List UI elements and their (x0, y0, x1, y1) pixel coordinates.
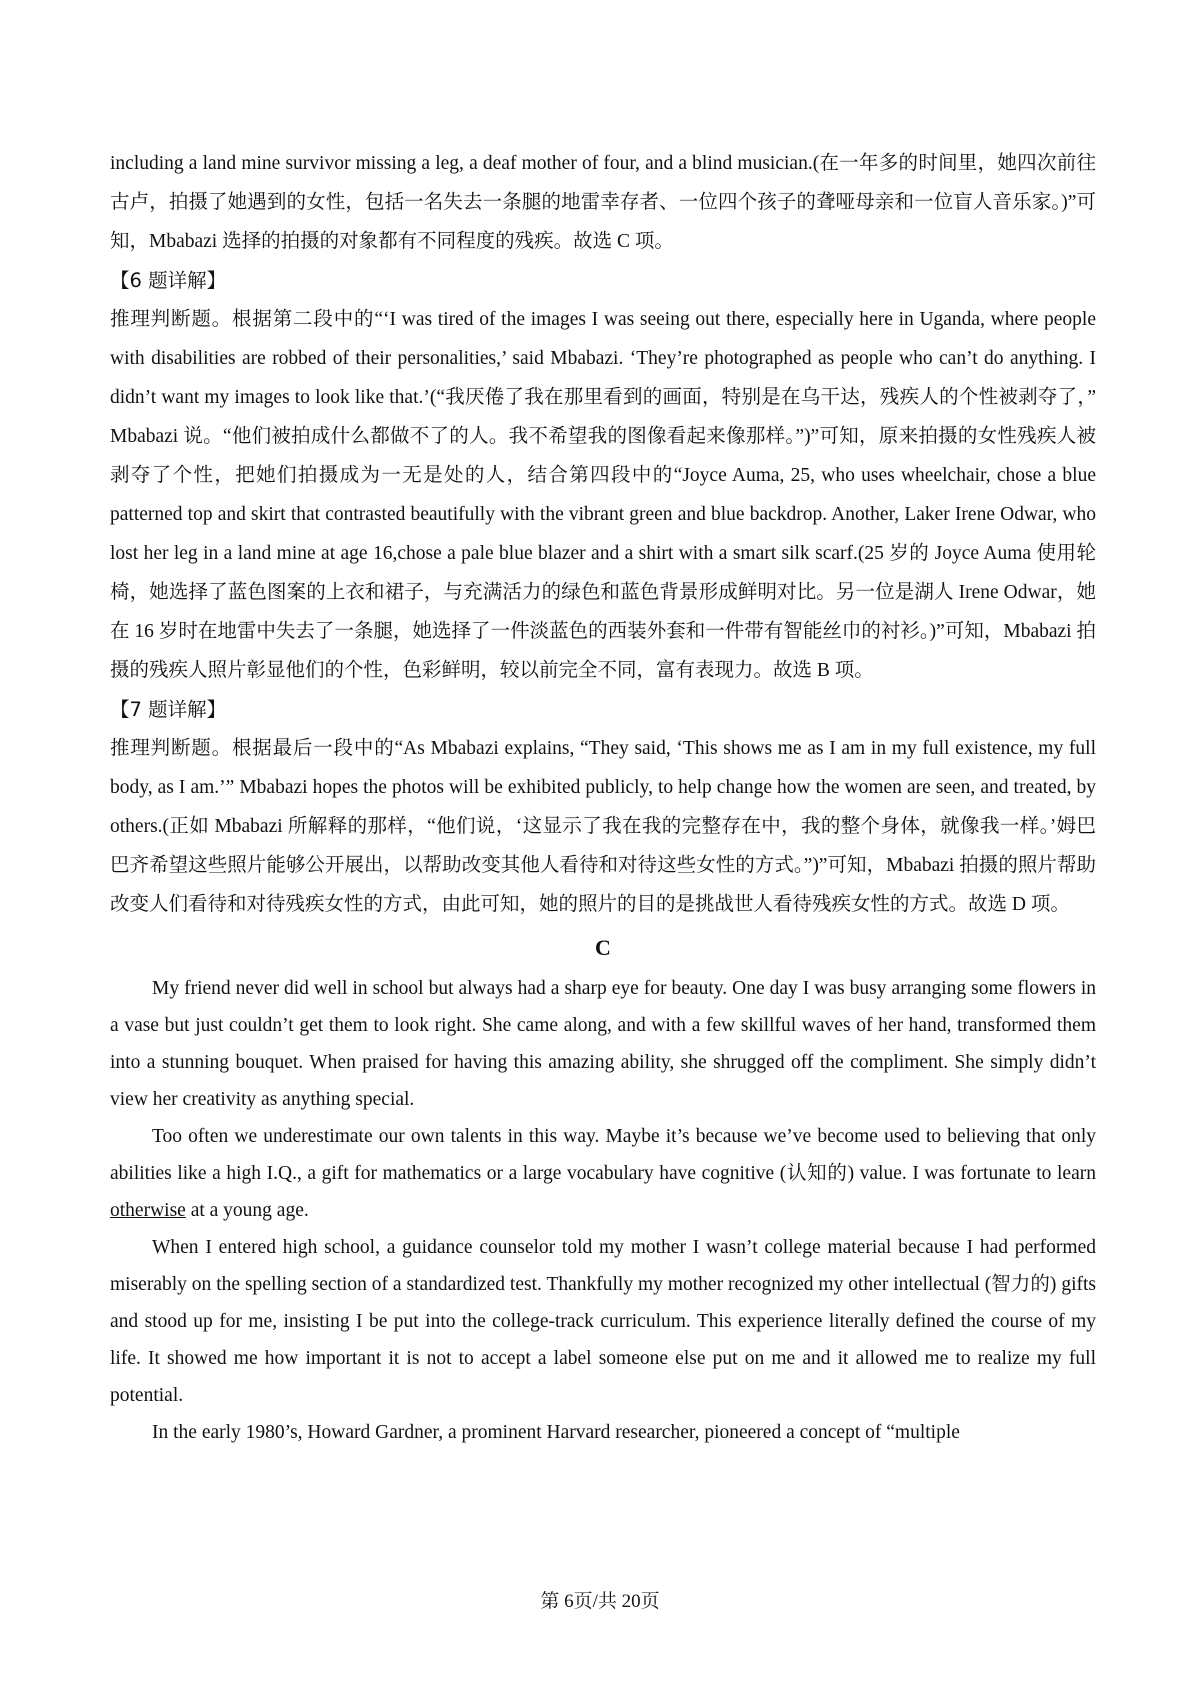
passage-c-p2-text-after: at a young age. (185, 1200, 309, 1221)
underlined-word-otherwise: otherwise (110, 1200, 186, 1221)
passage-c-paragraph-1: My friend never did well in school but always had a sharp eye for beauty. One day I was busy arranging some flowers in a vase but just couldn’t get them to look right. She came along, and with a few skillful waves of her hand, transformed them into a stunning bouquet. When praised for having this amazing ability, she shrugged off the compliment. She simply didn’t view her creativity as anything special. (110, 978, 1096, 1110)
passage-c-paragraph-3: When I entered high school, a guidance counselor told my mother I wasn’t college material because I had performed miserably on the spelling section of a standardized test. Thankfully my mother recognized my other intellectual (智力的) gifts and stood up for me, insisting I be put into the college-track curriculum. This experience literally defined the course of my life. It showed me how important it is not to accept a label someone else put on me and it allowed me to realize my full potential. (110, 1237, 1096, 1406)
passage-c-paragraph-4: In the early 1980’s, Howard Gardner, a prominent Harvard researcher, pioneered a concept of “multiple (152, 1422, 960, 1443)
q7-heading: 【7 题详解】 (110, 698, 227, 721)
page-number-footer: 第 6页/共 20页 (540, 1591, 660, 1612)
section-c-title: C (595, 935, 611, 960)
passage-c-p2-text-before: Too often we underestimate our own talents in this way. Maybe it’s because we’ve become used to believing that only abilities like a high I.Q., a gift for mathematics or a large vocabulary have cognitive (认知的) value. I was fortunate to learn (110, 1126, 1096, 1184)
document-body (110, 144, 1096, 1451)
q7-explanation: 推理判断题。根据最后一段中的“As Mbabazi explains, “They said, ‘This shows me as I am in my full existence, my full body, as I am.’” Mbabazi hopes the photos will be exhibited publicly, to help change how the women are seen, and treated, by others.(正如 Mbabazi 所解释的那样，“他们说，‘这显示了我在我的完整存在中，我的整个身体，就像我一样。’姆巴巴齐希望这些照片能够公开展出，以帮助改变其他人看待和对待这些女性的方式。”)”可知，Mbabazi 拍摄的照片帮助改变人们看待和对待残疾女性的方式，由此可知，她的照片的目的是挑战世人看待残疾女性的方式。故选 D 项。 (110, 738, 1096, 915)
q6-explanation: 推理判断题。根据第二段中的“‘I was tired of the images I was seeing out there, especially here in Uganda, where people with disabilities are robbed of their personalities,’ said Mbabazi. ‘They’re photographed as people who can’t do anything. I didn’t want my images to look like that.’(“我厌倦了我在那里看到的画面，特别是在乌干达，残疾人的个性被剥夺了，” Mbabazi 说。“他们被拍成什么都做不了的人。我不希望我的图像看起来像那样。”)”可知，原来拍摄的女性残疾人被剥夺了个性，把她们拍摄成为一无是处的人，结合第四段中的“Joyce Auma, 25, who uses wheelchair, chose a blue patterned top and skirt that contrasted beautifully with the vibrant green and blue backdrop. Another, Laker Irene Odwar, who lost her leg in a land mine at age 16,chose a pale blue blazer and a shirt with a smart silk scarf.(25 岁的 Joyce Auma 使用轮椅，她选择了蓝色图案的上衣和裙子，与充满活力的绿色和蓝色背景形成鲜明对比。另一位是湖人 Irene Odwar，她在 16 岁时在地雷中失去了一条腿，她选择了一件淡蓝色的西装外套和一件带有智能丝巾的衬衫。)”可知，Mbabazi 拍摄的残疾人照片彰显他们的个性，色彩鲜明，较以前完全不同，富有表现力。故选 B 项。 (110, 309, 1096, 681)
q6-heading: 【6 题详解】 (110, 269, 227, 292)
q5-explanation-tail: including a land mine survivor missing a leg, a deaf mother of four, and a blind musician.(在一年多的时间里，她四次前往古卢，拍摄了她遇到的女性，包括一名失去一条腿的地雷幸存者、一位四个孩子的聋哑母亲和一位盲人音乐家。)”可知，Mbabazi 选择的拍摄的对象都有不同程度的残疾。故选 C 项。 (110, 153, 1096, 252)
passage-c-paragraph-2 (110, 1118, 1096, 1229)
